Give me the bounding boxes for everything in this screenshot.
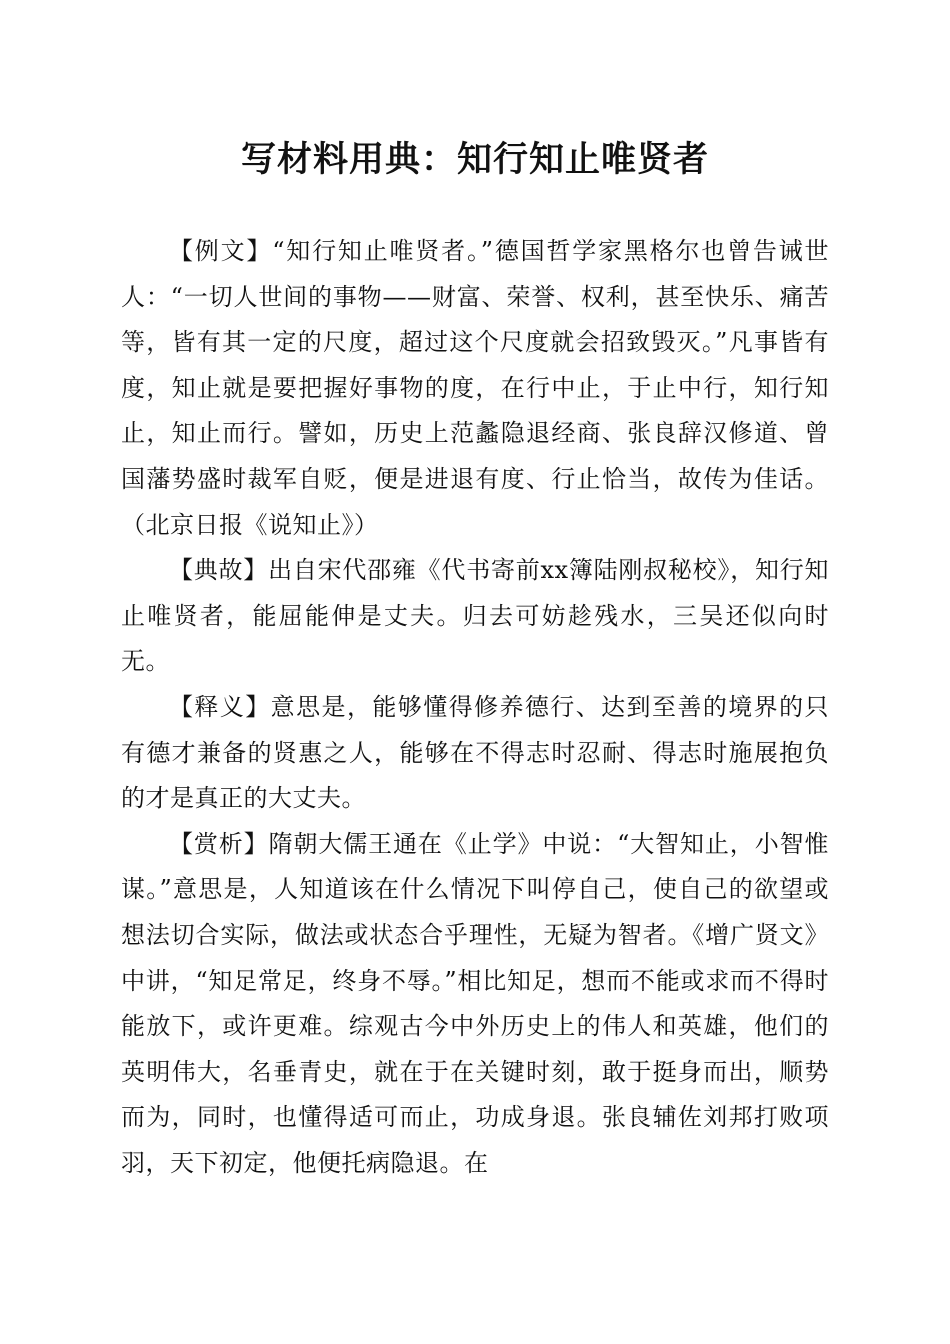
paragraph-appreciation: 【赏析】隋朝大儒王通在《止学》中说：“大智知止，小智惟谋。”意思是，人知道该在什么情况下叫停自己，使自己的欲望或想法切合实际，做法或状态合乎理性，无疑为智者。《增广贤文》中讲，“知足常足，终身不辱。”相比知足，想而不能或求而不得时能放下，或许更难。综观古今中外历史上的伟人和英雄，他们的英明伟大，名垂青史，就在于在关键时刻，敢于挺身而出，顺势而为，同时，也懂得适可而止，功成身退。张良辅佐刘邦打败项羽，天下初定，他便托病隐退。在 (121, 829, 829, 1177)
paragraph-interpretation: 【释义】意思是，能够懂得修养德行、达到至善的境界的只有德才兼备的贤惠之人，能够在不得志时忍耐、得志时施展抱负的才是真正的大丈夫。 (121, 692, 829, 813)
document-body (121, 229, 829, 1186)
paragraph-example: 【例文】“知行知止唯贤者。”德国哲学家黑格尔也曾告诫世人：“一切人世间的事物——财富、荣誉、权利，甚至快乐、痛苦等，皆有其一定的尺度，超过这个尺度就会招致毁灭。”凡事皆有度，知止就是要把握好事物的度，在行中止，于止中行，知行知止，知止而行。譬如，历史上范蠡隐退经商、张良辞汉修道、曾国藩势盛时裁军自贬，便是进退有度、行止恰当，故传为佳话。（北京日报《说知止》） (121, 237, 829, 539)
document-title: 写材料用典：知行知止唯贤者 (240, 139, 709, 180)
paragraph-allusion: 【典故】出自宋代邵雍《代书寄前xx簿陆刚叔秘校》，知行知止唯贤者，能屈能伸是丈夫。归去可妨趁残水，三吴还似向时无。 (121, 556, 829, 676)
